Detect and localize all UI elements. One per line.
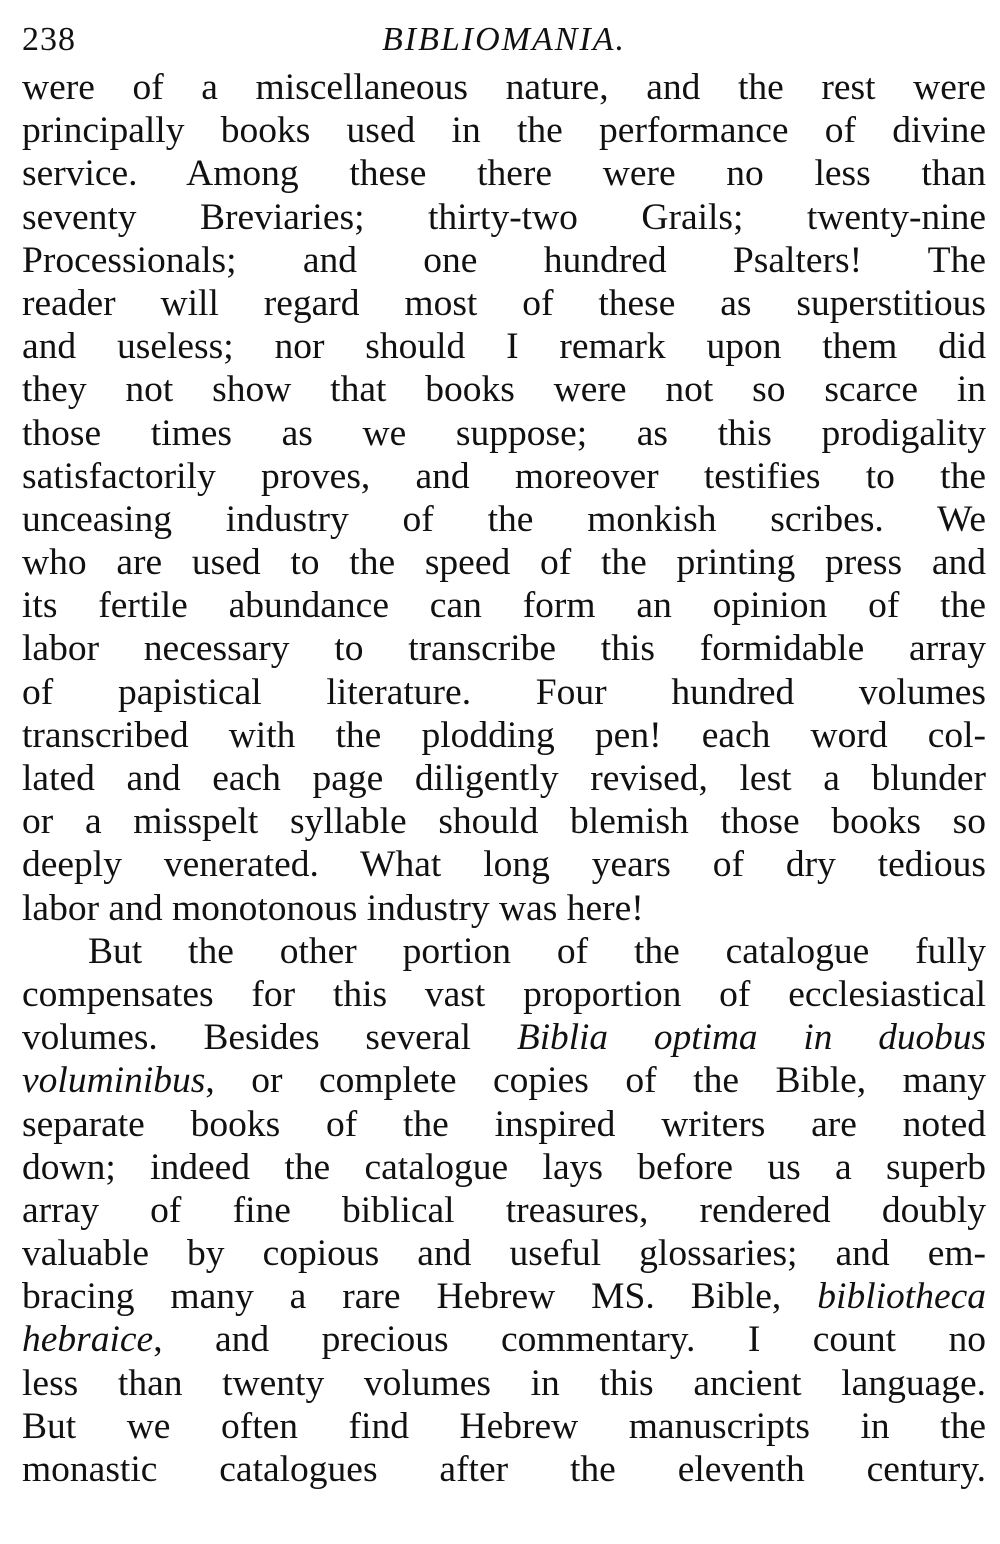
italic-latin-word: voluminibus (22, 1060, 206, 1102)
text-line: satisfactorily proves, and moreover testifies to the (22, 455, 986, 497)
text-line: less than twenty volumes in this ancient language. (22, 1362, 986, 1404)
text-line: those times as we suppose; as this prodigality (22, 412, 986, 454)
paragraph-first-line: But the other portion of the catalogue fully (88, 930, 986, 972)
book-page (22, 14, 986, 1491)
text-line: of papistical literature. Four hundred volumes (22, 671, 986, 713)
text-line: who are used to the speed of the printing press and (22, 542, 986, 584)
text-line: its fertile abundance can form an opinion of the (22, 585, 986, 627)
text-line: But we often find Hebrew manuscripts in the (22, 1405, 986, 1447)
text-line: array of fine biblical treasures, rendered doubly (22, 1189, 986, 1231)
text-line: monastic catalogues after the eleventh century. (22, 1449, 986, 1490)
text-line: seventy Breviaries; thirty-two Grails; twenty-nine (22, 196, 986, 238)
text-line: labor necessary to transcribe this formidable array (22, 628, 986, 670)
text-line: voluminibus, or complete copies of the Bible, many (22, 1060, 986, 1102)
text-line: deeply venerated. What long years of dry tedious (22, 844, 986, 886)
text-line: and useless; nor should I remark upon them did (22, 326, 986, 368)
text-line: bracing many a rare Hebrew MS. Bible, bibliotheca (22, 1276, 986, 1318)
italic-latin-word: hebraice (22, 1319, 154, 1361)
text-line: service. Among these there were no less than (22, 153, 986, 195)
text-line: down; indeed the catalogue lays before us a superb (22, 1146, 986, 1188)
text-line: compensates for this vast proportion of ecclesiastical (22, 973, 986, 1015)
text-line: Processionals; and one hundred Psalters! The (22, 239, 986, 281)
text-line: hebraice, and precious commentary. I count no (22, 1319, 986, 1361)
italic-latin-title: Biblia optima in duobus (516, 1017, 986, 1059)
text-line: reader will regard most of these as superstitious (22, 282, 986, 324)
italic-latin-word: bibliotheca (817, 1276, 986, 1318)
text-line: labor and monotonous industry was here! (22, 887, 644, 929)
text-line: they not show that books were not so scarce in (22, 369, 986, 411)
text-line: unceasing industry of the monkish scribes. We (22, 498, 986, 540)
text-line: volumes. Besides several Biblia optima in duobus (22, 1017, 986, 1059)
text-line: valuable by copious and useful glossaries; and em- (22, 1233, 986, 1275)
text-line: separate books of the inspired writers are noted (22, 1103, 986, 1145)
text-line: or a misspelt syllable should blemish those books so (22, 801, 986, 843)
text-line: transcribed with the plodding pen! each word col- (22, 714, 986, 756)
running-head (22, 14, 986, 66)
text-line: principally books used in the performance of divine (22, 110, 986, 152)
running-title: BIBLIOMANIA. (381, 21, 626, 58)
body-text (22, 66, 986, 1491)
text-line: were of a miscellaneous nature, and the rest were (22, 67, 986, 108)
page-number: 238 (22, 21, 76, 58)
text-line: lated and each page diligently revised, lest a blunder (22, 758, 986, 799)
